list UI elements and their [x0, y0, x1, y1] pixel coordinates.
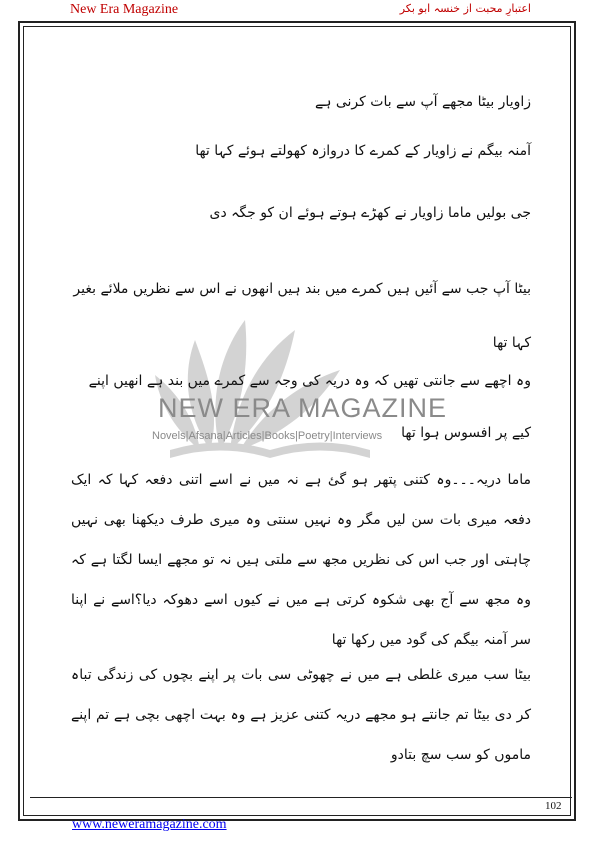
- paragraph: جی بولیں ماما زاویار نے کھڑے ہوتے ہوئے ان کو جگہ دی: [209, 205, 531, 221]
- header-novel-title: اعتبارِ محبت از خنسہ ابو بکر: [399, 2, 531, 15]
- paragraph: زاویار بیٹا مجھے آپ سے بات کرنی ہے: [315, 94, 531, 110]
- paragraph: آمنہ بیگم نے زاویار کے کمرے کا دروازہ کھولتے ہوئے کہا تھا: [195, 143, 531, 159]
- watermark-subtitle: Novels|Afsana|Articles|Books|Poetry|Interviews: [152, 430, 383, 442]
- page-number-rule: [30, 797, 572, 798]
- paragraph: ماما دریہ۔۔۔وہ کتنی پتھر ہو گئ ہے نہ میں نے اسے اتنی دفعہ کہا کہ ایک دفعہ میری بات سن لیں مگر وہ نہیں سنتی وہ میری طرف دیکھنا بھی نہیں چاہتی اور جب اس کی نظریں مجھ سے ملتی ہیں نہ تو مجھے ایسا لگتا ہے کہ وہ مجھ سے آج بھی شکوہ کرتی ہے میں نے کیوں اسے دھوکہ دیا؟اسے نے اپنا سر آمنہ بیگم کی گود میں رکھا تھا: [71, 472, 531, 648]
- paragraph: بیٹا آپ جب سے آئیں ہیں کمرے میں بند ہیں انھوں نے اس سے نظریں ملائے بغیر کہا تھا: [73, 281, 531, 351]
- footer-website-link[interactable]: www.neweramagazine.com: [72, 817, 227, 832]
- paragraph: وہ اچھے سے جانتی تھیں کہ وہ دریہ کی وجہ سے کمرے میں بند ہے انھیں اپنے کیے پر افسوس ہوا تھا: [88, 373, 531, 441]
- paragraph: بیٹا سب میری غلطی ہے میں نے چھوٹی سی بات پر اپنے بچوں کی زندگی تباہ کر دی بیٹا تم جانتے ہو مجھے دریہ کتنی عزیز ہے وہ بہت اچھی بچی ہے تم اپنے ماموں کو سب سچ بتادو: [71, 667, 531, 763]
- page-number: 102: [545, 800, 562, 812]
- watermark-title: NEW ERA MAGAZINE: [158, 393, 448, 423]
- header-magazine-name: New Era Magazine: [70, 2, 179, 17]
